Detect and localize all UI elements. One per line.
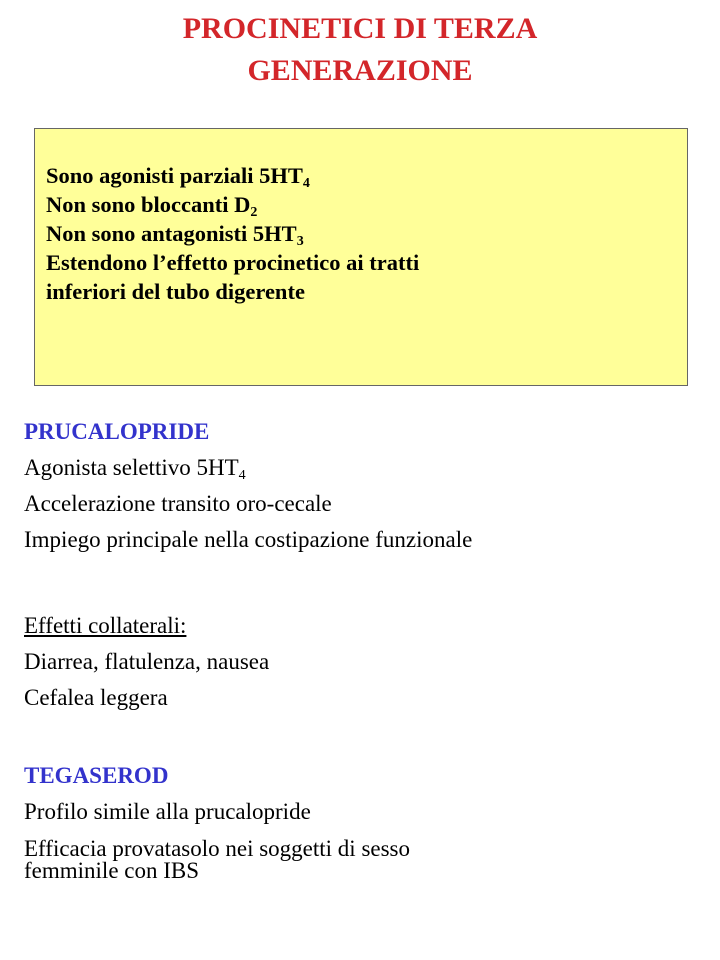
tegaserod-line: Profilo simile alla prucalopride [24,799,311,824]
title-line-1: PROCINETICI DI TERZA [182,12,538,45]
summary-line-text: inferiori del tubo digerente [46,279,305,304]
tegaserod-section [24,758,410,882]
summary-list [46,161,419,306]
side-effects-heading: Effetti collaterali: [24,613,187,638]
side-effects-line: Diarrea, flatulenza, nausea [24,649,270,674]
prucalopride-line-text: Agonista selettivo 5HT [24,455,239,480]
summary-line [46,248,419,277]
prucalopride-line [24,450,472,486]
summary-line-text: Estendono l’effetto procinetico ai tratti [46,250,420,275]
prucalopride-line: Accelerazione transito oro-cecale [24,491,332,516]
tegaserod-line: Efficacia provatasolo nei soggetti di sesso [24,836,411,861]
prucalopride-line: Impiego principale nella costipazione funzionale [24,527,473,552]
summary-line [46,190,419,219]
summary-line [46,161,419,190]
prucalopride-section [24,414,472,558]
title-line-2: GENERAZIONE [247,54,473,87]
summary-line [46,219,419,248]
side-effects-section [24,608,269,716]
subscript: 4 [302,176,310,191]
subscript: 3 [296,234,304,249]
subscript: 2 [250,205,258,220]
tegaserod-heading: TEGASEROD [24,763,169,788]
side-effects-line: Cefalea leggera [24,685,168,710]
summary-line-text: Sono agonisti parziali 5HT [46,163,303,188]
tegaserod-line: femminile con IBS [24,858,200,883]
summary-line-text: Non sono bloccanti D [46,192,251,217]
summary-line-text: Non sono antagonisti 5HT [46,221,297,246]
prucalopride-heading: PRUCALOPRIDE [24,419,210,444]
summary-box [34,128,688,386]
page-title [0,8,720,92]
summary-line [46,277,419,306]
subscript: 4 [238,468,246,483]
